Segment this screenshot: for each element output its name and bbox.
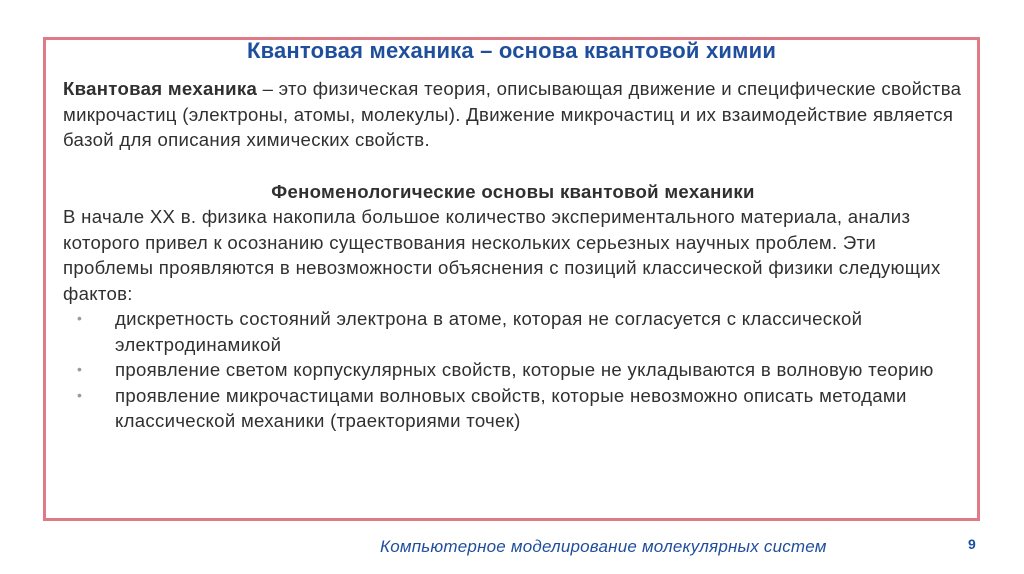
slide-title: Квантовая механика – основа квантовой химии	[246, 38, 777, 63]
footer-text: Компьютерное моделирование молекулярных систем	[380, 537, 827, 556]
spacer	[63, 153, 963, 179]
intro-definition: – это физическая теория, описывающая движение и специфические свойства микрочастиц (электроны, атомы, молекулы). Движение микрочастиц и их взаимодействие является базой для описания химических свойств.	[63, 78, 962, 150]
bullet-icon: •	[77, 361, 83, 377]
list-item-text: проявление микрочастицами волновых свойств, которые невозможно описать методами классической механики (траекториями точек)	[115, 384, 907, 431]
intro-paragraph	[63, 76, 963, 153]
list-item	[63, 306, 963, 357]
bullet-icon: •	[77, 386, 83, 403]
intro-term: Квантовая механика	[63, 78, 258, 99]
facts-list	[63, 306, 963, 434]
list-item	[63, 383, 963, 434]
bullet-icon: •	[77, 310, 83, 326]
section-subheading: Феноменологические основы квантовой механики	[271, 180, 755, 202]
list-item-text: проявление светом корпускулярных свойств, которые не укладываются в волновую теорию	[115, 359, 934, 380]
list-item-text: дискретность состояний электрона в атоме, которая не согласуется с классической электродинамикой	[115, 308, 863, 355]
slide-content	[63, 76, 963, 434]
page-number: 9	[968, 536, 976, 552]
section-paragraph: В начале XX в. физика накопила большое количество экспериментального материала, анализ которого привел к осознанию существования нескольких серьезных научных проблем. Эти проблемы проявляются в невозможности объяснения с позиций классической физики следующих фактов:	[63, 206, 941, 304]
list-item	[63, 357, 963, 383]
